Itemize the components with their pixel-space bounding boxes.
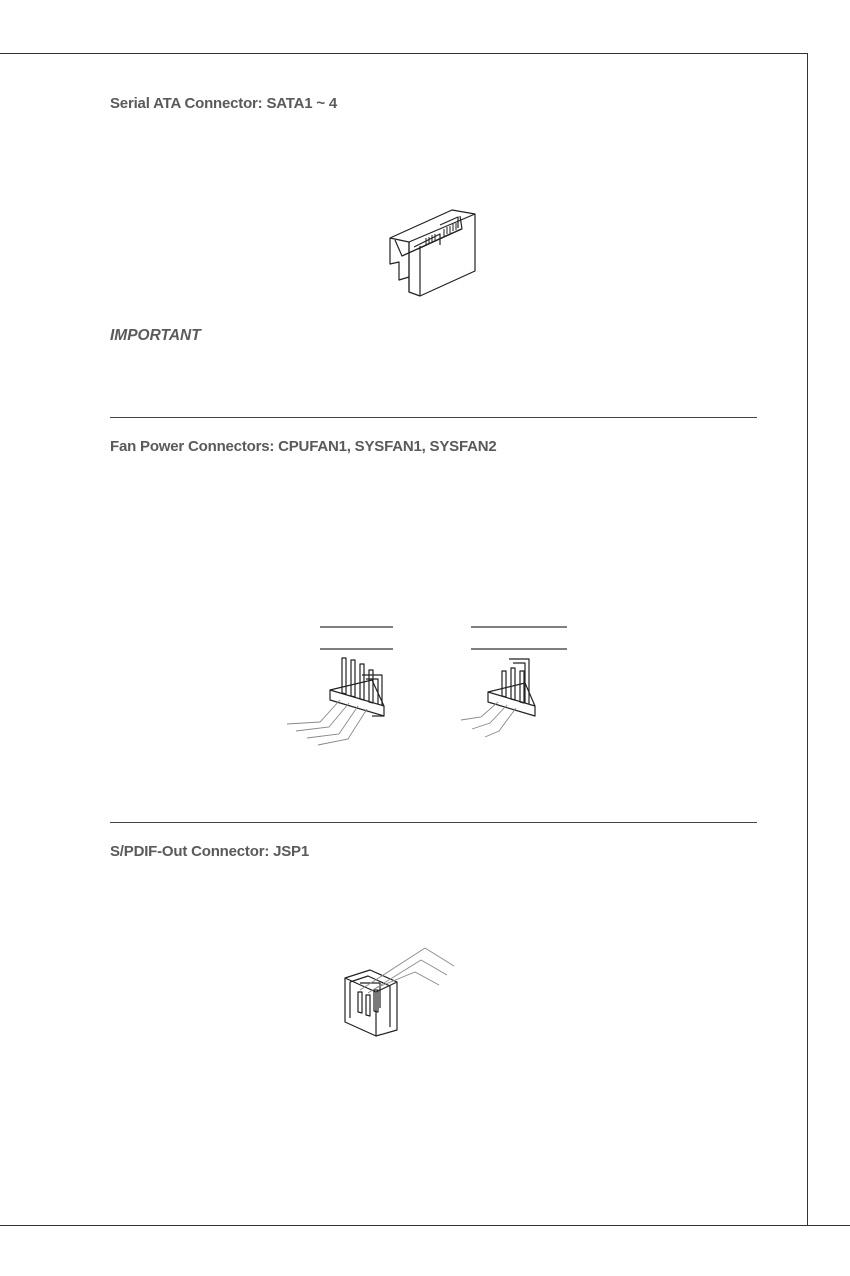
spdif-connector-illustration (340, 940, 465, 1040)
page-frame-top (0, 53, 808, 54)
fan-heading: Fan Power Connectors: CPUFAN1, SYSFAN1, SYSFAN2 (110, 438, 497, 455)
page-frame-right (807, 53, 808, 1226)
fan-connectors-illustration (285, 620, 575, 760)
important-notice-label: IMPORTANT (110, 327, 201, 344)
three-pin-fan-header (488, 659, 535, 716)
sata-connector-illustration (385, 205, 495, 300)
section-divider (110, 417, 757, 418)
section-divider (110, 822, 757, 823)
page-frame-bottom (0, 1225, 850, 1226)
sata-heading: Serial ATA Connector: SATA1 ~ 4 (110, 95, 338, 112)
spdif-heading: S/PDIF-Out Connector: JSP1 (110, 843, 309, 860)
